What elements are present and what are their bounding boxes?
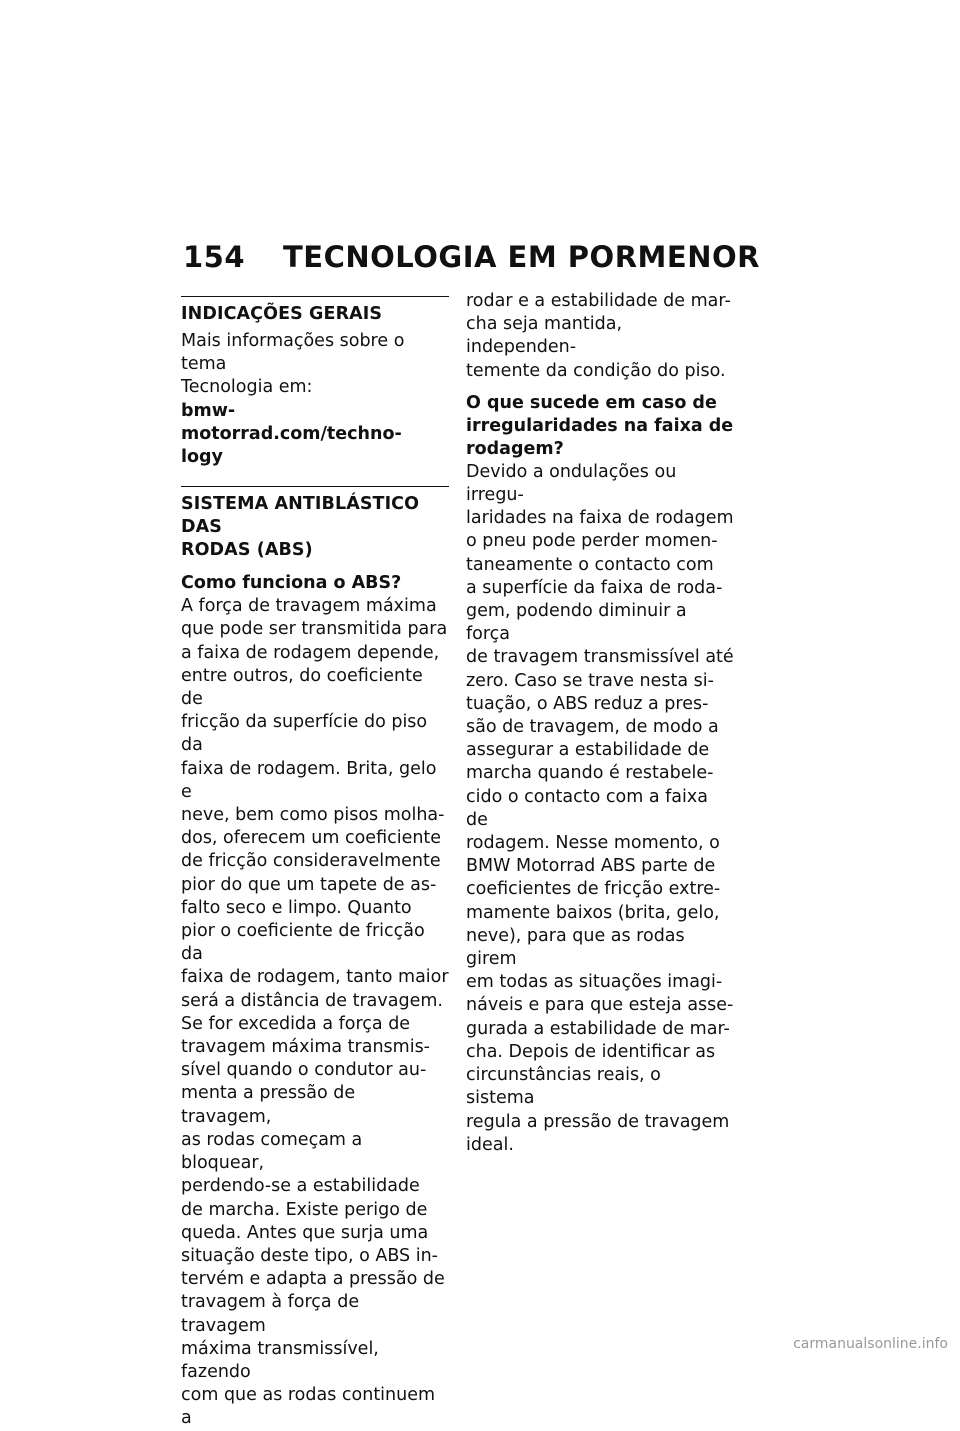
page-number: 154 (183, 240, 246, 274)
abs-explanation-text: A força de travagem máxima que pode ser transmitida para a faixa de rodagem depende, entre outros, do coeficiente de fricção da superfície do piso da faixa de rodagem. Brita, gelo e neve, bem como pisos molha- dos, oferecem um coeficiente de fricção consideravelmente pior do que um tapete de as- falto seco e limpo. Quanto pior o coeficiente de fricção da faixa de rodagem, tanto maior será a distância de travagem. Se for excedida a força de travagem máxima transmis- sível quando o condutor au- menta a pressão de travagem, as rodas começam a bloquear, perdendo-se a estabilidade de marcha. Existe perigo de queda. Antes que surja uma situação deste tipo, o ABS in- tervém e adapta a pressão de travagem à força de travagem máxima transmissível, fazendo com que as rodas continuem a (181, 596, 449, 1429)
watermark: carmanualsonline.info (793, 1336, 948, 1352)
road-irregularities-text: Devido a ondulações ou irregu- laridades na faixa de rodagem o pneu pode perder momen- taneamente o contacto com a superfície da faixa de roda- gem, podendo diminuir a força de travagem transmissível até zero. Caso se trave nesta si- tuação, o ABS reduz a pres- são de travagem, de modo a assegurar a estabilidade de marcha quando é restabele- cido o contacto com a faixa de rodagem. Nesse momento, o BMW Motorrad ABS parte de coeficientes de fricção extre- mamente baixos (brita, gelo, neve), para que as rodas girem em todas as situações imagi- náveis e para que esteja asse- gurada a estabilidade de mar- cha. Depois de identificar as circunstâncias reais, o sistema regula a pressão de travagem ideal. (466, 461, 734, 1155)
section-divider (181, 486, 449, 487)
general-intro-text: Mais informações sobre o tema Tecnologia em: (181, 331, 405, 398)
right-column (466, 290, 734, 1157)
subsection-title-road-irregularities: O que sucede em caso de irregularidades na faixa de rodagem? (466, 392, 734, 459)
section-title-abs: SISTEMA ANTIBLÁSTICO DAS RODAS (ABS) (181, 494, 420, 561)
section-title-general: INDICAÇÕES GERAIS (181, 304, 383, 324)
subsection-title-how-abs-works: Como funciona o ABS? (181, 573, 402, 594)
abs-explanation-continuation: rodar e a estabilidade de mar- cha seja mantida, independen- temente da condição do piso. (466, 291, 731, 381)
technology-link[interactable]: bmw-motorrad.com/techno- logy (181, 400, 402, 468)
page-title: TECNOLOGIA EM PORMENOR (283, 240, 760, 274)
left-column (181, 292, 449, 1431)
section-divider (181, 296, 449, 297)
page-header (183, 240, 760, 280)
